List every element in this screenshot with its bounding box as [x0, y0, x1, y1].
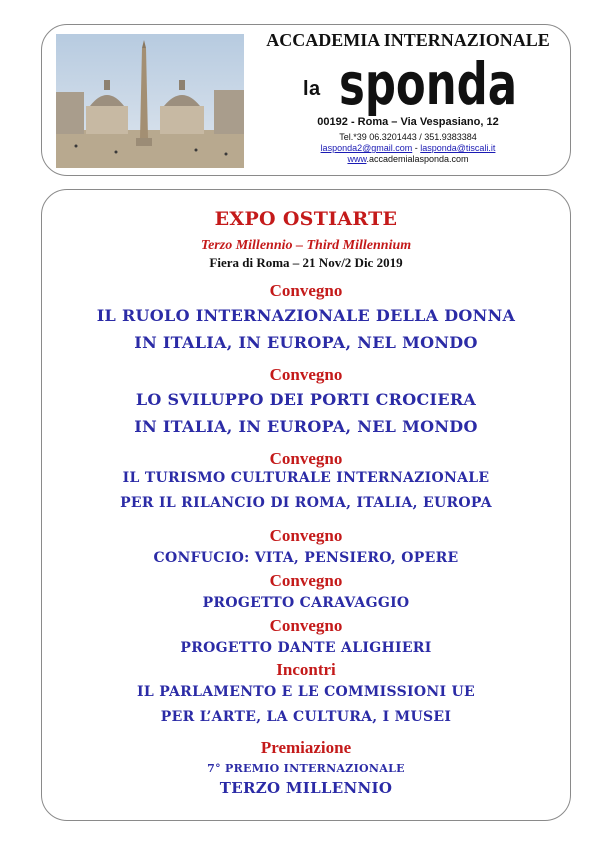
program-5-line-1: PROGETTO CARAVAGGIO [202, 595, 410, 611]
program-3-line-1: IL TURISMO CULTURALE INTERNAZIONALE [122, 470, 490, 486]
event-title: EXPO OSTIARTE [214, 208, 398, 230]
program-2-line-1: LO SVILUPPO DEI PORTI CROCIERA [135, 390, 477, 409]
email-separator: - [412, 143, 421, 153]
program-label-4: Convegno [269, 526, 343, 545]
organization-title: ACCADEMIA INTERNAZIONALE [266, 30, 550, 50]
program-label-5: Convegno [269, 571, 343, 590]
program-label-6: Convegno [269, 616, 343, 635]
program-2-line-2: IN ITALIA, IN EUROPA, NEL MONDO [134, 417, 478, 436]
website-domain: .accademialasponda.com [366, 154, 469, 164]
la-sponda-logo [339, 50, 519, 118]
award-line-2: TERZO MILLENNIO [219, 779, 393, 797]
award-label: Premiazione [260, 738, 352, 757]
program-label-2: Convegno [269, 365, 343, 384]
award-line-1: 7° PREMIO INTERNAZIONALE [207, 762, 405, 775]
event-venue: Fiera di Roma – 21 Nov/2 Dic 2019 [209, 255, 403, 270]
email-link-1[interactable]: lasponda2@gmail.com [320, 143, 413, 153]
event-subtitle: Terzo Millennio – Third Millennium [200, 238, 412, 253]
logo-word: sponda [339, 50, 517, 118]
program-label-7: Incontri [276, 660, 336, 679]
piazza-del-popolo-photo [56, 34, 244, 168]
program-1-line-2: IN ITALIA, IN EUROPA, NEL MONDO [134, 333, 478, 352]
email-links [258, 143, 558, 153]
logo-prefix: la [303, 78, 321, 100]
program-1-line-1: IL RUOLO INTERNAZIONALE DELLA DONNA [96, 306, 516, 325]
program-label-3: Convegno [269, 449, 343, 468]
address: 00192 - Roma – Via Vespasiano, 12 [317, 116, 499, 128]
program-7-line-2: PER L’ARTE, LA CULTURA, I MUSEI [160, 709, 452, 725]
program-4-line-1: CONFUCIO: VITA, PENSIERO, OPERE [153, 550, 459, 566]
program-7-line-1: IL PARLAMENTO E LE COMMISSIONI UE [137, 684, 475, 700]
website-link[interactable]: www [347, 154, 367, 164]
website [258, 154, 558, 164]
program-6-line-1: PROGETTO DANTE ALIGHIERI [180, 640, 432, 656]
email-link-2[interactable]: lasponda@tiscali.it [420, 143, 496, 153]
program-label-1: Convegno [269, 281, 343, 300]
telephone: Tel.*39 06.3201443 / 351.9383384 [339, 132, 477, 142]
program-3-line-2: PER IL RILANCIO DI ROMA, ITALIA, EUROPA [120, 495, 492, 511]
